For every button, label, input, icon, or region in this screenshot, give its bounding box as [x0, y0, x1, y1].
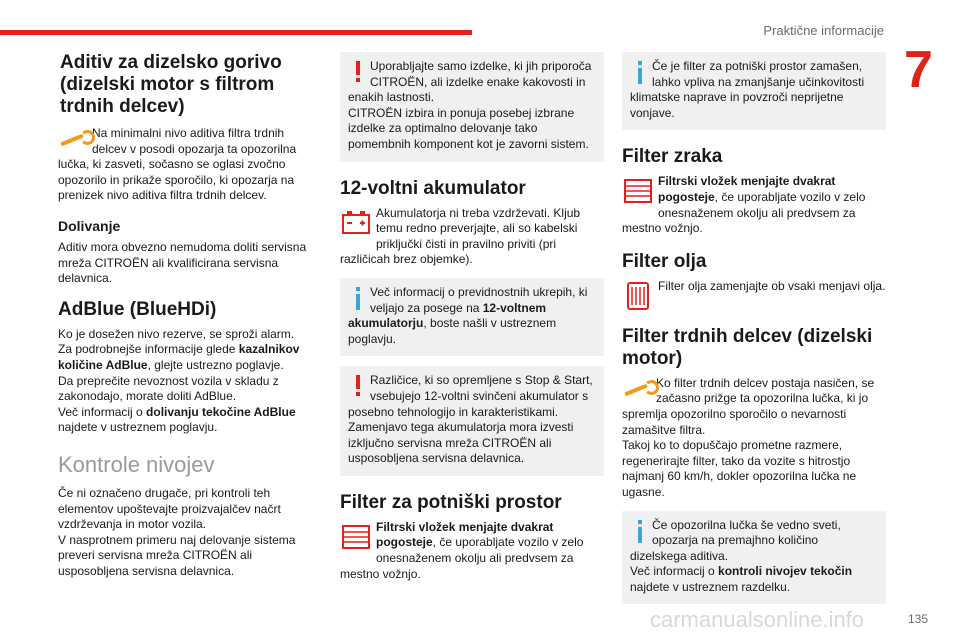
info-cabin-filter-text: Če je filter za potniški prostor zamašen, lahko vpliva na zmanjšanje učinkovitosti klimatske naprave in povzroči neprijetne vonjave. [630, 59, 865, 120]
adblue-line-1: Ko je dosežen nivo rezerve, se sproži alarm. [58, 326, 295, 341]
wrench-warning-icon [58, 126, 92, 148]
oil-filter-heading: Filter olja [622, 250, 707, 272]
filter-cabin-block [340, 520, 604, 582]
warning-box-products [340, 52, 604, 162]
kontrole-text-2: V nasprotnem primeru naj delovanje sistema preveri servisna mreža CITROËN ali usposobljena servisna delavnica. [58, 532, 296, 578]
akumulator-block [340, 206, 604, 268]
kontrole-block [58, 486, 312, 580]
battery-icon [340, 207, 372, 239]
info-icon [630, 59, 652, 85]
dolivanje-text: Aditiv mora obvezno nemudoma doliti servisna mreža CITROËN ali kvalificirana servisna delavnica. [58, 239, 307, 286]
akumulator-heading: 12-voltni akumulator [340, 177, 526, 199]
info-battery-text: Več informacij o previdnostnih ukrepih, ki veljajo za posege na 12-voltnem akumulatorju, boste našli v ustreznem poglavju. [348, 284, 588, 346]
filter-cabin-text: Filtrski vložek menjajte dvakrat pogosteje, če uporabljate vozilo v zelo onesnaženem okolju ali predvsem za mestno vožnjo. [340, 519, 584, 581]
warning-products-text-1: Uporabljajte samo izdelke, ki jih priporoča CITROËN, ali izdelke enake kakovosti in enakih lastnosti. [348, 59, 592, 105]
particle-filter-heading: Filter trdnih delcev (dizelski motor) [622, 325, 873, 369]
column-3 [622, 52, 886, 604]
warning-stopstart-text-1: Različice, ki so opremljene s Stop & Start, vsebujejo 12-voltni svinčeni akumulator s posebno tehnologijo in karakteristikami. [348, 373, 593, 419]
adblue-line-3: Da preprečite nevoznost vozila v skladu z zakonodajo, morate doliti AdBlue. [58, 373, 279, 404]
info-box-cabin-filter [622, 52, 886, 130]
exclamation-icon [348, 59, 370, 85]
akumulator-text: Akumulatorja ni treba vzdrževati. Kljub temu redno preverjajte, ali so kabelski priključki čisti in pravilno priviti (pri različicah brez objemke). [340, 205, 581, 267]
adblue-heading: AdBlue (BlueHDi) [58, 298, 217, 320]
filter-cabin-heading: Filter za potniški prostor [340, 491, 562, 513]
warning-stopstart-text-2: Zamenjavo tega akumulatorja mora izvesti izključno servisna mreža CITROËN ali usposobljena servisna delavnica. [348, 420, 574, 466]
particle-filter-text-1: Ko filter trdnih delcev postaja nasičen, se začasno prižge ta opozorilna lučka, ki jo spremlja opozorilno sporočilo o nevarnosti zamašitve filtra. [622, 375, 875, 437]
column-1 [58, 52, 312, 579]
cabin-filter-icon [340, 521, 372, 553]
aditiv-text: Na minimalni nivo aditiva filtra trdnih delcev v posodi opozarja ta opozorilna lučka, ki zasveti, sočasno se oglasi zvočno opozorilo in prikaže sporočilo, ki opozarja na prenizek nivo aditiva filtra trdnih delcev. [58, 126, 297, 203]
warning-products-text-2: CITROËN izbira in ponuja posebej izbrane izdelke za optimalno delovanje tako pomembnih komponent kot je zavorni sistem. [348, 105, 589, 151]
exclamation-icon [348, 373, 370, 399]
header-accent-bar [0, 30, 472, 35]
column-2 [340, 52, 604, 582]
aditiv-heading: Aditiv za dizelsko gorivo (dizelski motor s filtrom trdnih delcev) [60, 52, 282, 117]
kontrole-heading: Kontrole nivojev [58, 451, 215, 477]
adblue-line-2: Za podrobnejše informacije glede kazalnikov količine AdBlue, glejte ustrezno poglavje. [58, 342, 300, 372]
warning-box-stopstart [340, 366, 604, 476]
oil-filter-block [622, 279, 886, 312]
air-filter-heading: Filter zraka [622, 146, 723, 168]
info-icon [630, 518, 652, 544]
info-additive-text-1: Če opozorilna lučka še vedno sveti, opozarja na premajhno količino dizelskega aditiva. [630, 517, 841, 563]
air-filter-text: Filtrski vložek menjajte dvakrat pogosteje, če uporabljate vozilo v zelo onesnaženem okolju ali predvsem za mestno vožnjo. [622, 174, 866, 236]
adblue-block [58, 327, 312, 436]
info-box-additive [622, 511, 886, 605]
section-title: Praktične informacije [763, 23, 884, 38]
page-number: 135 [908, 612, 929, 626]
wrench-warning-icon [622, 376, 656, 398]
kontrole-text-1: Če ni označeno drugače, pri kontroli teh elementov upoštevajte proizvajalčev načrt vzdrževanja in motor vozila. [58, 485, 281, 532]
particle-filter-text-2: Takoj ko to dopuščajo prometne razmere, regenerirajte filter, tako da vozite s hitrostjo najmanj 60 km/h, dokler opozorilna lučka ne ugasne. [622, 438, 857, 499]
particle-filter-block [622, 376, 886, 501]
air-filter-icon [622, 175, 654, 207]
air-filter-block [622, 174, 886, 236]
dolivanje-heading: Dolivanje [58, 217, 121, 234]
watermark: carmanualsonline.info [650, 607, 865, 632]
oil-filter-icon [622, 280, 654, 312]
adblue-line-4: Več informacij o dolivanju tekočine AdBlue najdete v ustreznem poglavju. [58, 404, 296, 435]
info-additive-text-2: Več informacij o kontroli nivojev tekočin najdete v ustreznem razdelku. [630, 564, 853, 594]
aditiv-block [58, 126, 312, 204]
info-box-battery [340, 278, 604, 356]
oil-filter-text: Filter olja zamenjajte ob vsaki menjavi olja. [658, 278, 886, 293]
info-icon [348, 285, 370, 311]
chapter-number: 7 [904, 41, 933, 99]
